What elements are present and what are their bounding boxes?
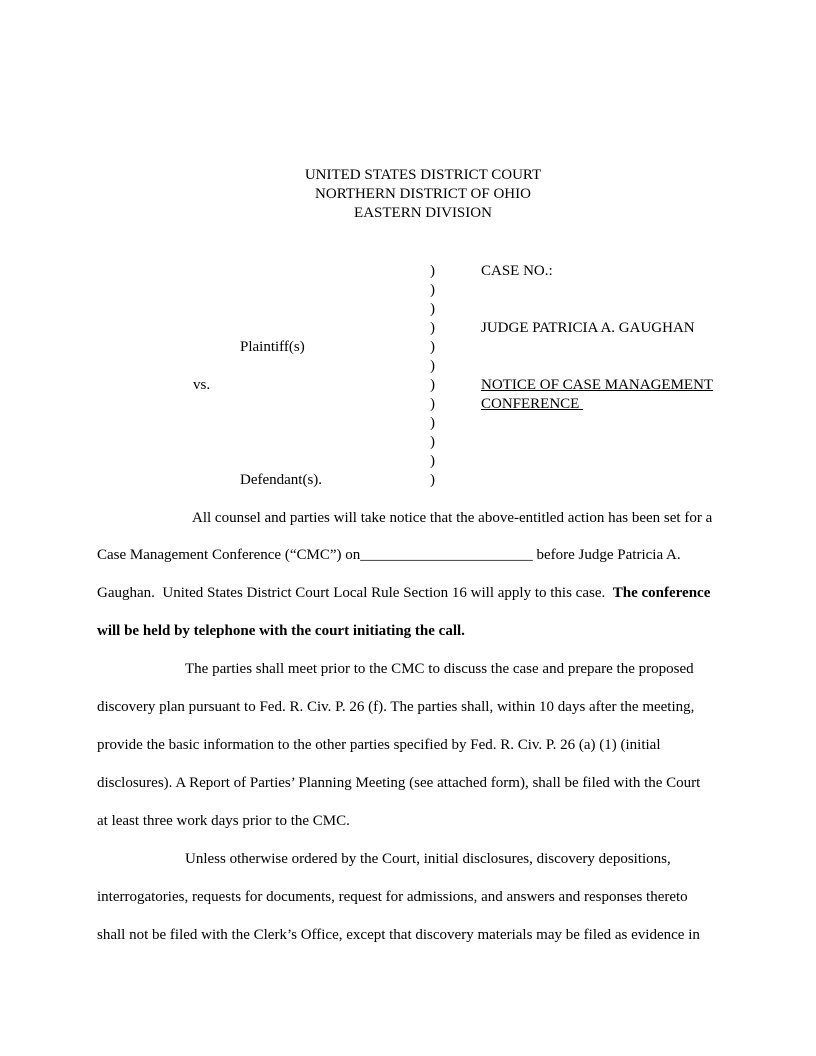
paren: ) [430,434,435,450]
paren: ) [430,453,435,469]
paren: ) [430,358,435,374]
paren: ) [430,320,435,336]
paren: ) [430,339,435,355]
defendant-label: Defendant(s). [240,472,323,488]
case-number-label: CASE NO.: [481,263,553,279]
notice-title-line1: NOTICE OF CASE MANAGEMENT [481,377,714,393]
vs-label: vs. [193,377,211,393]
paragraph1-line2: Case Management Conference (“CMC”) on_______________________ before Judge Patricia A. [97,547,681,563]
paren: ) [430,377,435,393]
district-name: NORTHERN DISTRICT OF OHIO [315,186,531,202]
paragraph2-line4: disclosures). A Report of Parties’ Planning Meeting (see attached form), shall be filed with the Court [97,775,701,791]
court-name: UNITED STATES DISTRICT COURT [304,167,542,183]
paragraph3-line2: interrogatories, requests for documents, request for admissions, and answers and responses thereto [97,889,688,905]
paragraph2-line1: The parties shall meet prior to the CMC to discuss the case and prepare the proposed [185,661,694,677]
paren: ) [430,415,435,431]
paragraph2-line5: at least three work days prior to the CMC. [97,813,350,829]
paragraph1-line1: All counsel and parties will take notice that the above-entitled action has been set for a [192,510,713,526]
division-name: EASTERN DIVISION [354,205,492,221]
paragraph1-line3 [97,584,710,603]
paragraph3-line3: shall not be filed with the Clerk’s Office, except that discovery materials may be filed as evidence in [97,927,700,943]
paragraph1-line3-text: Gaughan. United States District Court Local Rule Section 16 will apply to this case. [97,585,613,601]
plaintiff-label: Plaintiff(s) [240,339,305,355]
paren: ) [430,263,435,279]
paragraph1-line4: will be held by telephone with the court initiating the call. [97,623,465,639]
paragraph1-line3-bold: The conference [612,585,711,601]
paragraph2-line3: provide the basic information to the other parties specified by Fed. R. Civ. P. 26 (a) (1) (initial [97,737,661,753]
paren: ) [430,396,435,412]
paren: ) [430,301,435,317]
paren: ) [430,282,435,298]
paren: ) [430,472,435,488]
paragraph2-line2: discovery plan pursuant to Fed. R. Civ. P. 26 (f). The parties shall, within 10 days after the meeting, [97,699,695,715]
judge-name: JUDGE PATRICIA A. GAUGHAN [481,320,695,336]
notice-title-line2: CONFERENCE [481,396,584,412]
paragraph3-line1: Unless otherwise ordered by the Court, initial disclosures, discovery depositions, [185,851,671,867]
